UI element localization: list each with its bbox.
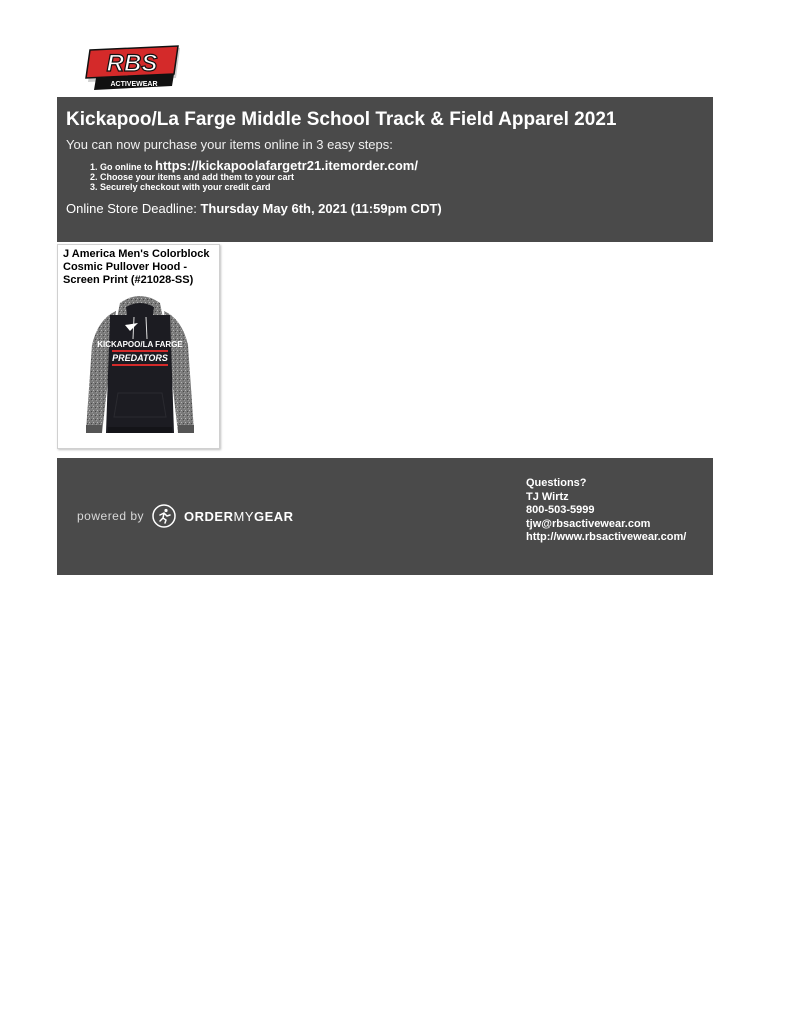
powered-by-text: powered by [77,509,145,523]
store-info-panel [57,97,713,242]
hoodie-print-line2: PREDATORS [112,353,168,363]
deadline-line [66,201,704,217]
brand-bold: ORDER [184,508,234,524]
rbs-activewear-logo [84,44,184,92]
intro-text: You can now purchase your items online in 3 easy steps: [66,137,393,152]
ordermygear-runner-icon [152,504,176,528]
contact-block [526,477,686,545]
steps-list [66,158,704,192]
product-title: J America Men's Colorblock Cosmic Pullover Hood - Screen Print (#21028-SS) [63,248,210,286]
page-title: Kickapoo/La Farge Middle School Track & Field Apparel 2021 [66,109,617,130]
powered-by-ordermygear[interactable] [77,504,294,528]
hoodie-image[interactable] [80,293,200,439]
contact-heading: Questions? [526,477,587,489]
step-2: 2. Choose your items and add them to your cart [100,172,704,182]
logo-sub-text: ACTIVEWEAR [110,81,158,88]
store-url-link[interactable]: https://kickapoolafargetr21.itemorder.com/ [155,158,418,173]
step-1-prefix: Go online to [100,162,153,172]
contact-name: TJ Wirtz [526,490,569,503]
contact-phone: 800-503-5999 [526,504,595,516]
brand-thin: MY [233,508,254,524]
step-1 [100,158,704,173]
logo-main-text: RBS [106,50,158,77]
ordermygear-wordmark [184,509,294,524]
contact-website[interactable]: http://www.rbsactivewear.com/ [526,531,687,543]
deadline-value: Thursday May 6th, 2021 (11:59pm CDT) [200,201,442,216]
brand-bold2: GEAR [254,508,294,524]
step-3: 3. Securely checkout with your credit card [100,182,704,192]
footer-panel [57,458,713,575]
hoodie-print-line1: KICKAPOO/LA FARGE [97,340,183,349]
contact-email[interactable]: tjw@rbsactivewear.com [526,517,651,530]
deadline-label: Online Store Deadline: [66,201,197,216]
product-card[interactable] [57,244,220,449]
